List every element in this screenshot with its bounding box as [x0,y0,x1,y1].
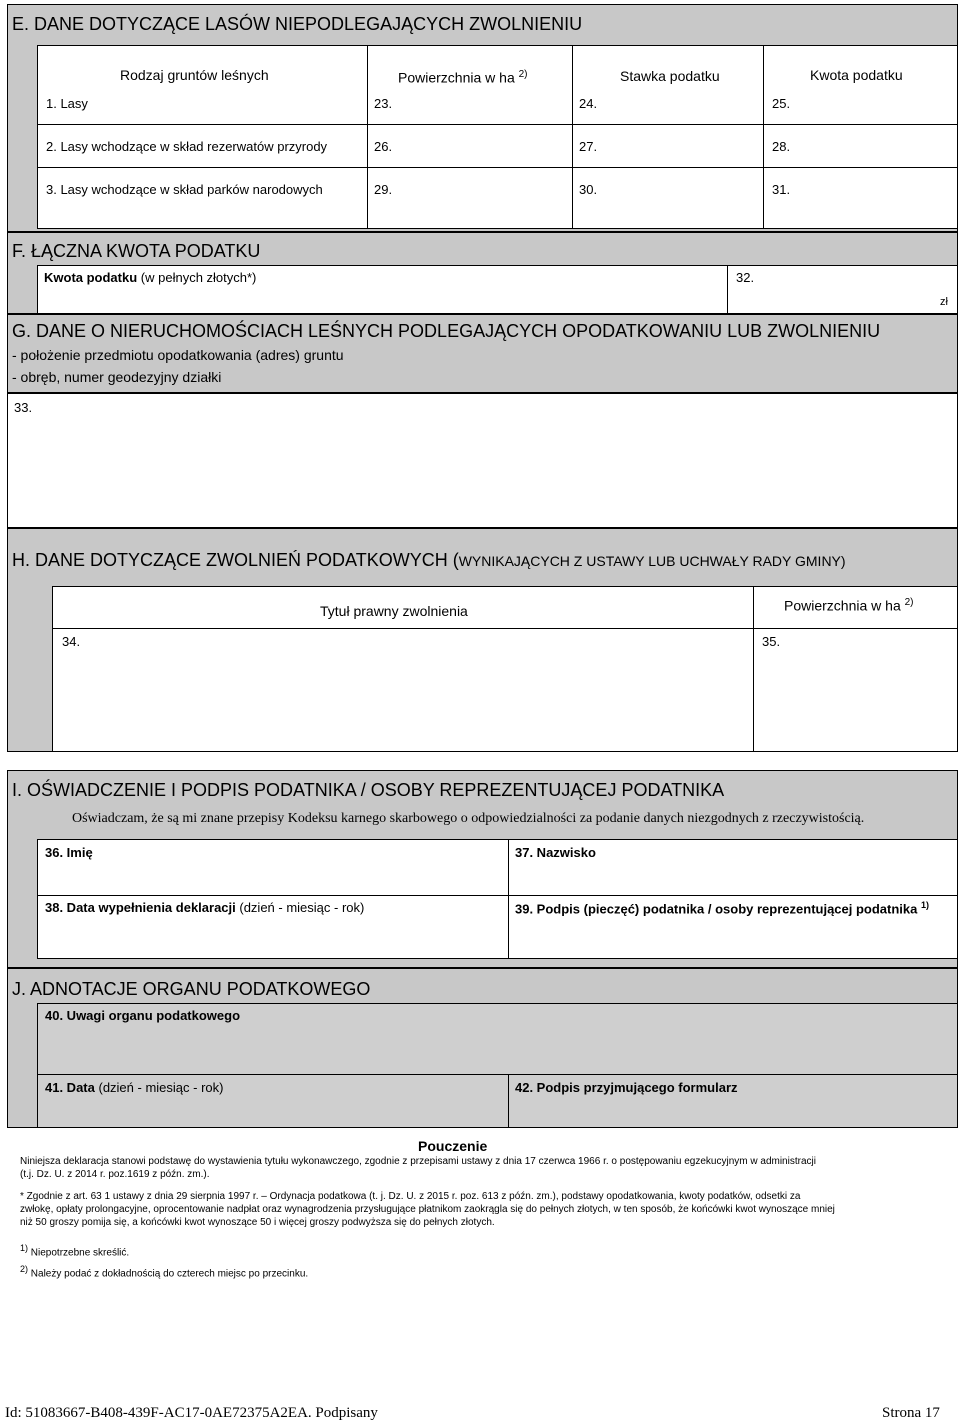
field-32-input[interactable] [760,268,930,310]
header-amount: Kwota podatku [810,67,903,83]
notes-p1-line1: Niniejsza deklaracja stanowi podstawę do wystawienia tytułu wykonawczego, zgodnie z przepisami ustawy z dnia 17 czerwca 1966 r. o postępowaniu egzekucyjnym w administracji [20,1156,816,1167]
section-h-title: H. DANE DOTYCZĄCE ZWOLNIEŃ PODATKOWYCH (WYNIKAJĄCYCH Z USTAWY LUB UCHWAŁY RADY GMINY) [12,550,846,570]
col-divider [763,45,764,229]
field-23-input[interactable] [400,92,565,116]
first-name-label: 36. Imię [45,845,93,860]
field-number: 31. [772,182,791,197]
row-label-forests: 1. Lasy [46,96,88,111]
signature-input[interactable] [515,920,950,952]
footnote-2: $^{2)}$ Należy podać z dokładnością do czterech miejsc po przecinku. [20,1264,309,1280]
section-f-title: F. ŁĄCZNA KWOTA PODATKU [12,241,261,261]
header-area: Powierzchnia w ha $^{2)}$ [398,69,528,86]
notes-title: Pouczenie [418,1138,488,1154]
section-g-title: G. DANE O NIERUCHOMOŚCIACH LEŚNYCH PODLEGAJĄCYCH OPODATKOWANIU LUB ZWOLNIENIU [12,321,881,341]
section-g-line1: - położenie przedmiotu opodatkowania (adres) gruntu [12,347,344,363]
document-id: Id: 51083667-B408-439F-AC17-0AE72375A2EA. Podpisany [5,1405,378,1421]
field-33-input[interactable] [40,398,954,526]
row-label-parks: 3. Lasy wchodzące w skład parków narodowych [46,182,323,197]
field-number: 35. [762,634,781,649]
field-number: 29. [374,182,393,197]
field-number: 26. [374,139,393,154]
section-g-line2: - obręb, numer geodezyjny działki [12,369,222,385]
currency-unit: zł [940,296,948,308]
fill-date-input[interactable] [45,920,500,952]
fill-date-label: 38. Data wypełnienia deklaracji (dzień - miesiąc - rok) [45,900,365,915]
field-number: 32. [736,270,755,285]
field-26-input[interactable] [400,134,565,160]
field-number: 24. [579,96,598,111]
section-i-title: I. OŚWIADCZENIE I PODPIS PODATNIKA / OSOBY REPREZENTUJĄCEJ PODATNIKA [12,780,725,800]
col-divider [572,45,573,229]
last-name-label: 37. Nazwisko [515,845,596,860]
col-divider [727,265,728,314]
field-number: 27. [579,139,598,154]
field-24-input[interactable] [605,92,757,116]
row-divider [37,124,958,125]
field-27-input[interactable] [605,134,757,160]
field-29-input[interactable] [400,177,565,223]
notes-p2-line1: * Zgodnie z art. 63 1 ustawy z dnia 29 sierpnia 1997 r. – Ordynacja podatkowa (t. j. Dz. U. z 2015 r. poz. 613 z późn. zm.), podstawy opodatkowania, kwoty podatków, odsetki za [20,1191,801,1202]
acceptance-date-label: 41. Data (dzień - miesiąc - rok) [45,1080,224,1095]
section-e-title: E. DANE DOTYCZĄCE LASÓW NIEPODLEGAJĄCYCH ZWOLNIENIU [12,14,583,34]
row-label-reserves: 2. Lasy wchodzące w skład rezerwatów przyrody [46,139,328,154]
field-number: 25. [772,96,791,111]
field-30-input[interactable] [605,177,757,223]
field-34-input[interactable] [85,634,749,750]
header-exempt-area: Powierzchnia w ha $^{2)}$ [784,597,914,614]
signature-label: 39. Podpis (pieczęć) podatnika / osoby reprezentującej podatnika $^{1)}$ [515,900,930,917]
field-25-input[interactable] [798,92,953,116]
statement-text: Oświadczam, że są mi znane przepisy Kodeksu karnego skarbowego o odpowiedzialności za podanie danych niezgodnych z rzeczywistością. [72,811,865,826]
receiver-signature-label: 42. Podpis przyjmującego formularz [515,1080,738,1095]
row-divider [37,167,958,168]
col-divider [367,45,368,229]
notes-p2-line2: zwłokę, opłaty prolongacyjne, oprocentowanie nadpłat oraz wynagrodzenia przysługujące płatnikom zaokrągla się do pełnych złotych, w ten sposób, że końcówki kwot wynoszące mniej [20,1204,835,1215]
header-rate: Stawka podatku [620,68,720,84]
field-35-input[interactable] [786,634,956,750]
field-number: 23. [374,96,393,111]
section-j-title: J. ADNOTACJE ORGANU PODATKOWEGO [12,979,371,999]
field-number: 33. [14,400,33,415]
field-31-input[interactable] [798,177,953,223]
col-divider [753,586,754,752]
field-number: 30. [579,182,598,197]
last-name-input[interactable] [515,864,950,890]
page-number: Strona 17 [882,1405,940,1421]
field-number: 28. [772,139,791,154]
field-number: 34. [62,634,81,649]
field-28-input[interactable] [798,134,953,160]
header-legal-title: Tytuł prawny zwolnienia [320,603,468,619]
first-name-input[interactable] [45,864,500,890]
notes-p2-line3: niż 50 groszy pomija się, a końcówki kwot wynoszące 50 i więcej groszy podwyższa się do pełnych złotych. [20,1217,495,1228]
footnote-1: $^{1)}$ Niepotrzebne skreślić. [20,1243,130,1259]
total-tax-label: Kwota podatku (w pełnych złotych*) [44,270,257,285]
row-divider [52,628,958,629]
header-forest-type: Rodzaj gruntów leśnych [120,67,269,83]
remarks-label: 40. Uwagi organu podatkowego [45,1008,241,1023]
notes-p1-line2: (t.j. Dz. U. z 2014 r. poz.1619 z późn. zm.). [20,1169,210,1180]
